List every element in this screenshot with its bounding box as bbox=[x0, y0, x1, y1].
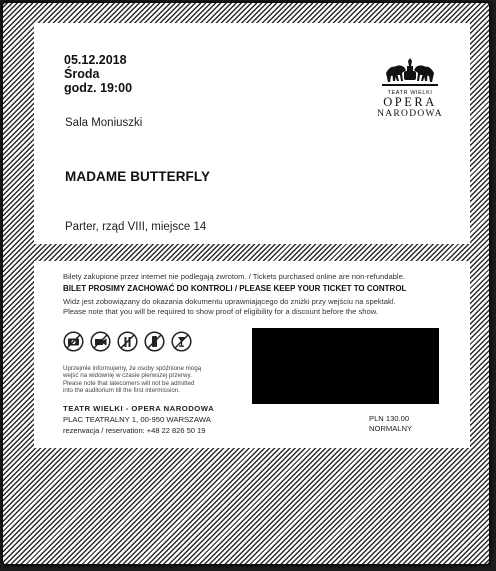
date-time-block bbox=[64, 53, 132, 95]
no-food-icon bbox=[117, 331, 138, 352]
no-drinks-icon bbox=[171, 331, 192, 352]
no-video-icon bbox=[90, 331, 111, 352]
prohibition-icons bbox=[63, 331, 192, 352]
ticket-frame bbox=[3, 3, 489, 564]
price-amount: PLN 130.00 bbox=[369, 414, 410, 423]
notice-non-refundable: Bilety zakupione przez internet nie podlegają zwrotom. / Tickets purchased online are non-refundable. bbox=[63, 272, 405, 281]
event-title: MADAME BUTTERFLY bbox=[65, 169, 211, 184]
event-weekday: Środa bbox=[64, 67, 100, 81]
theatre-logo bbox=[370, 57, 450, 120]
organizer-reservation: rezerwacja / reservation: +48 22 826 50 19 bbox=[63, 426, 206, 435]
latecomers-notice bbox=[63, 365, 201, 395]
ticket-info-panel bbox=[34, 261, 470, 448]
price-type: NORMALNY bbox=[369, 424, 413, 433]
notice-proof-en: Please note that you will be required to show proof of eligibility for a discount before the show. bbox=[63, 307, 378, 316]
organizer-block bbox=[63, 403, 214, 436]
latecomers-pl-line-1: Uprzejmie informujemy, że osoby spóźnione mogą bbox=[63, 365, 202, 372]
notice-keep-ticket: BILET PROSIMY ZACHOWAĆ DO KONTROLI / PLEASE KEEP YOUR TICKET TO CONTROL bbox=[63, 284, 407, 293]
no-photo-icon bbox=[63, 331, 84, 352]
ticket-header-panel bbox=[34, 23, 470, 244]
latecomers-en-line-1: Please note that latecomers will not be admitted bbox=[63, 379, 195, 387]
logo-line-teatr-wielki: TEATR WIELKI bbox=[387, 90, 433, 96]
latecomers-pl-line-2: wejść na widownię w czasie pierwszej przerwy. bbox=[63, 372, 192, 380]
logo-line-narodowa: NARODOWA bbox=[377, 109, 443, 119]
latecomers-en-line-2: into the auditorium till the first intermission. bbox=[63, 387, 180, 395]
redacted-barcode-box bbox=[252, 328, 439, 404]
seat-info: Parter, rząd VIII, miejsce 14 bbox=[65, 221, 207, 233]
event-time: godz. 19:00 bbox=[64, 81, 133, 95]
price-block bbox=[369, 414, 412, 434]
chariot-quadriga-icon bbox=[378, 57, 442, 89]
no-phone-icon bbox=[144, 331, 165, 352]
event-date: 05.12.2018 bbox=[64, 53, 127, 67]
notice-proof-pl: Widz jest zobowiązany do okazania dokumentu uprawniającego do zniżki przy wejściu na spektakl. bbox=[63, 297, 396, 306]
hall-name: Sala Moniuszki bbox=[65, 117, 143, 129]
organizer-name: TEATR WIELKI - OPERA NARODOWA bbox=[63, 404, 215, 413]
organizer-address: PLAC TEATRALNY 1, 00-950 WARSZAWA bbox=[63, 415, 211, 424]
logo-line-opera: OPERA bbox=[383, 95, 437, 109]
